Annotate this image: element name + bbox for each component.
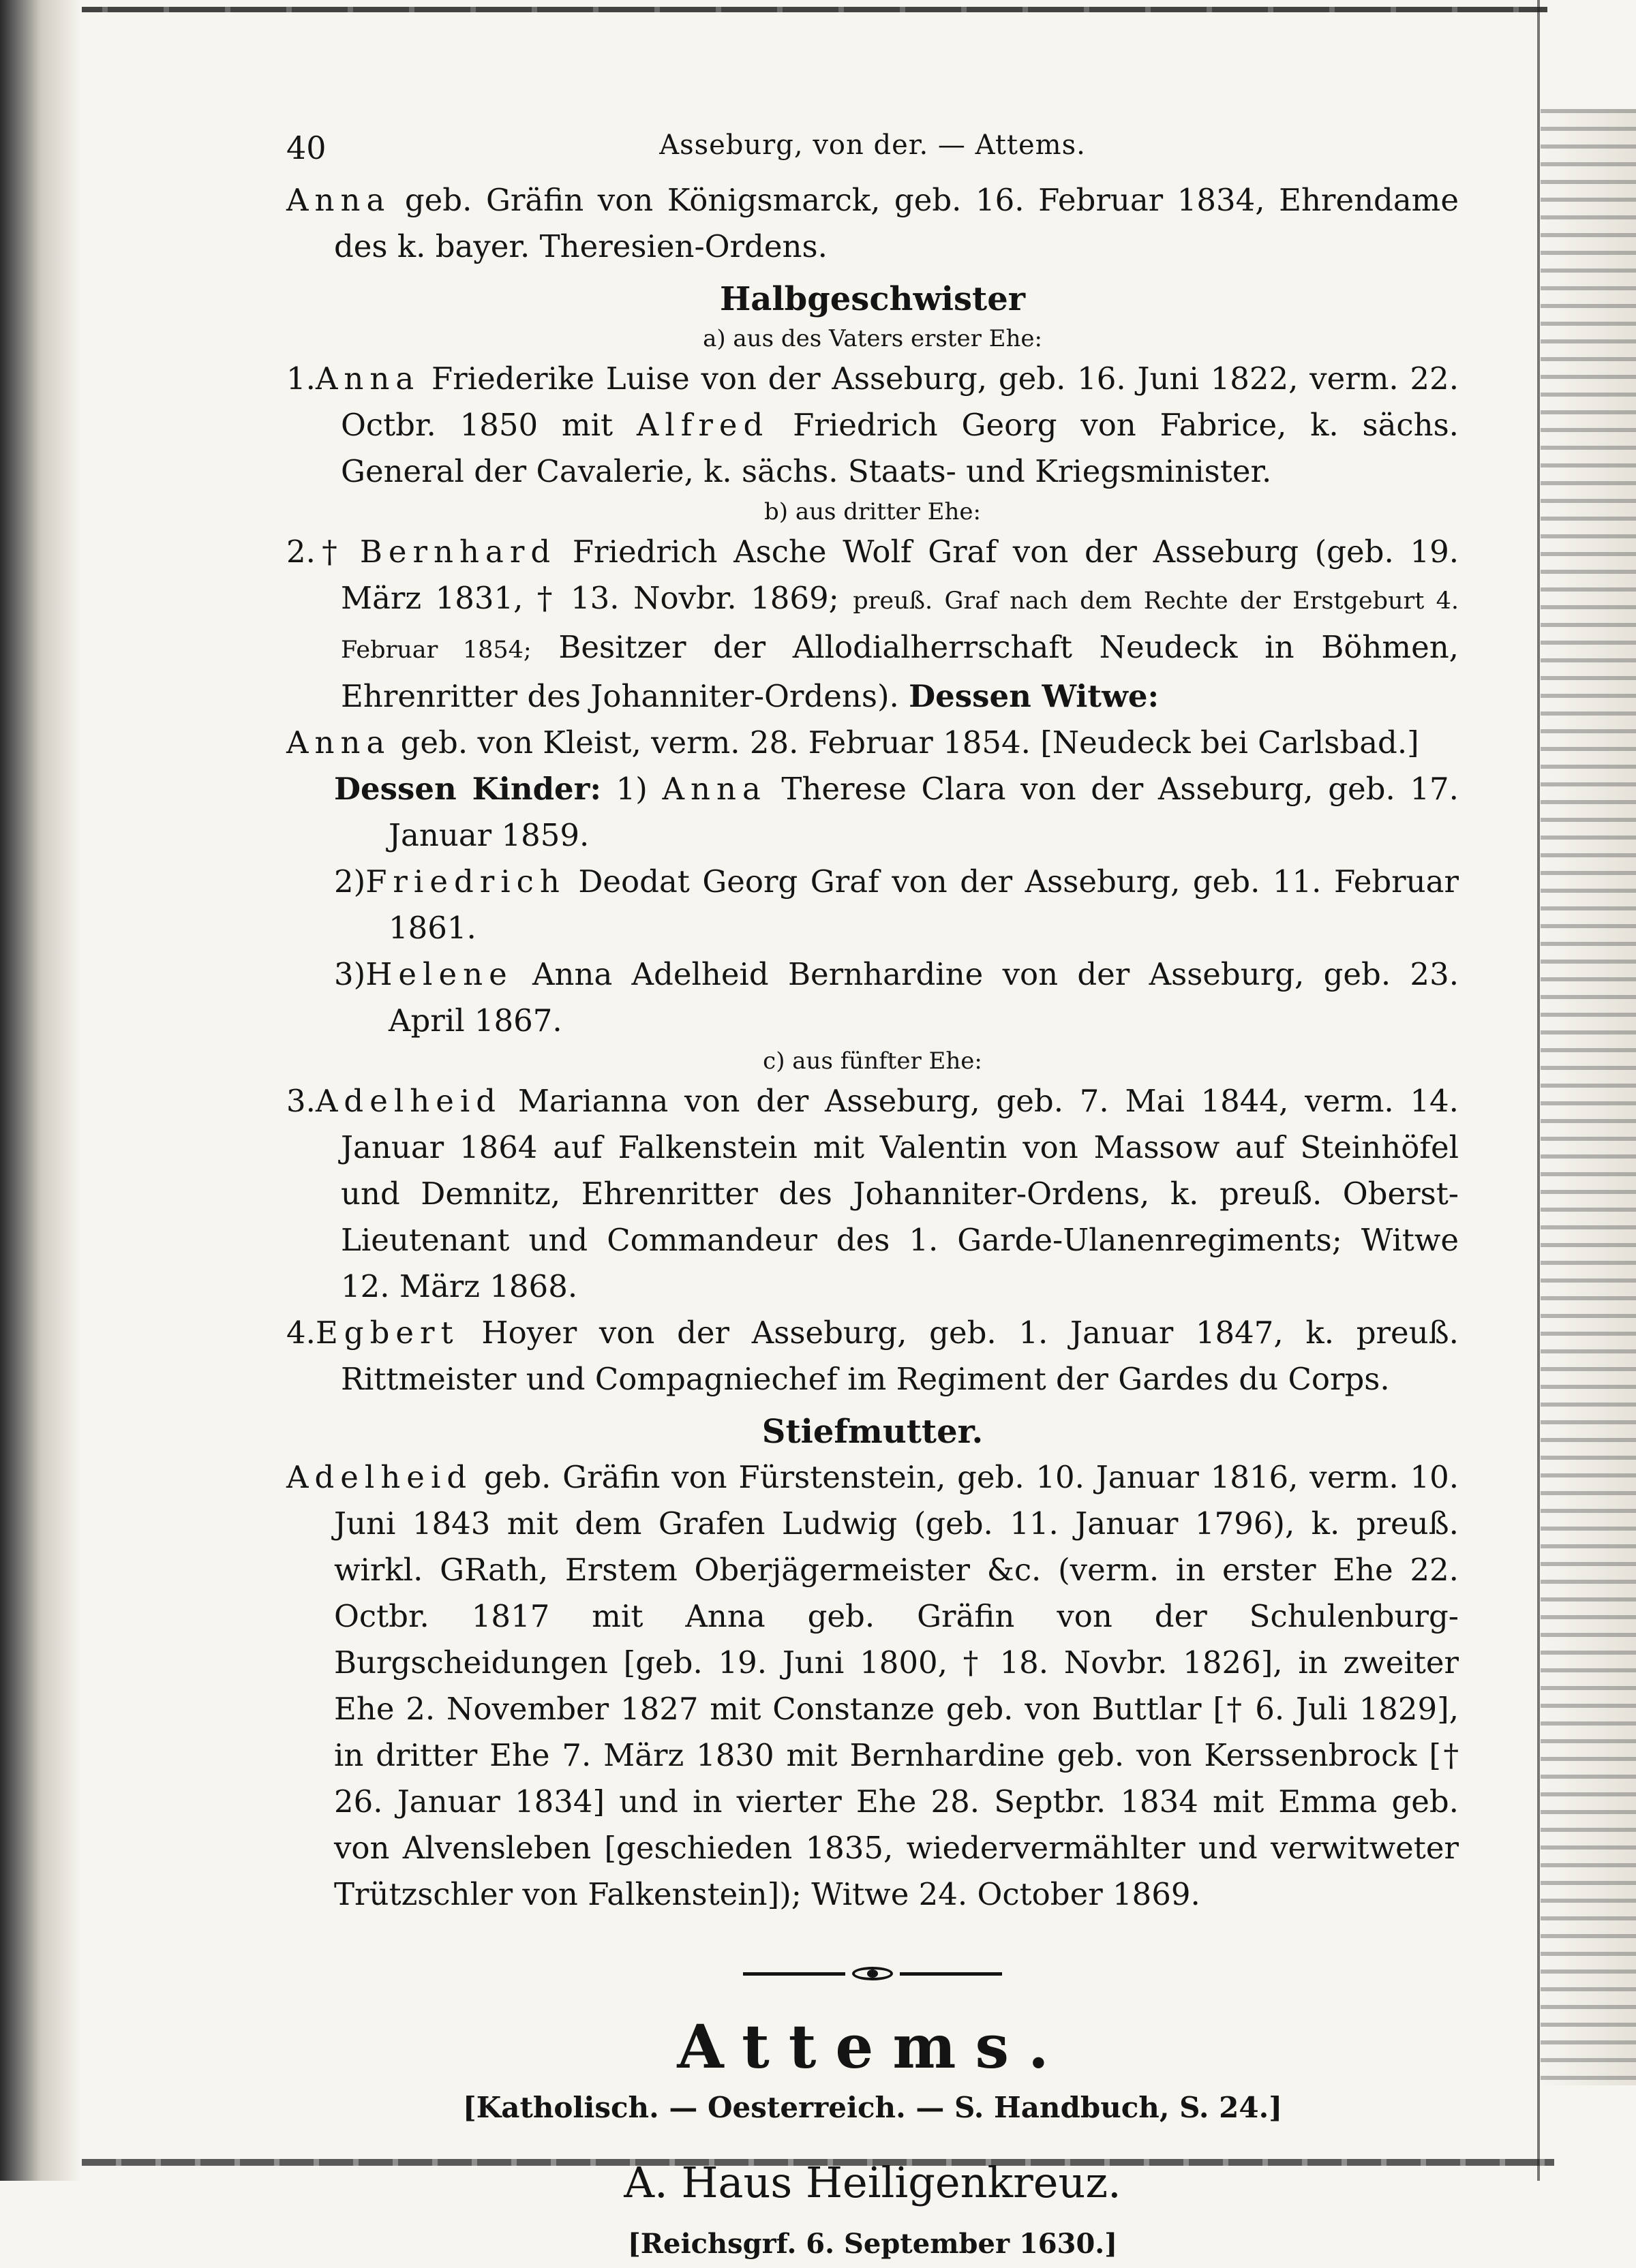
widow-label: Dessen Witwe: — [909, 678, 1160, 714]
sibling-name: Bernhard — [359, 534, 557, 570]
page-content — [286, 123, 1459, 2268]
ornament-divider — [743, 1965, 1002, 1982]
sibling-entry-3 — [286, 1078, 1459, 1310]
page-number: 40 — [286, 129, 327, 166]
house-title: A. Haus Heiligenkreuz. — [624, 2158, 1121, 2207]
widow-entry — [286, 720, 1459, 766]
entry-number: 3. — [286, 1083, 316, 1119]
child-number: 1) — [601, 771, 648, 807]
sibling-name: Anna — [315, 361, 421, 397]
sibling-name: Adelheid — [315, 1083, 502, 1119]
subhead-a: a) aus des Vaters erster Ehe: — [703, 325, 1042, 352]
intro-name: Anna — [286, 182, 391, 218]
children-label: Dessen Kinder: — [334, 771, 602, 807]
child-text: Anna Adelheid Bernhardine von der Asseburg, geb. 23. April 1867. — [389, 956, 1459, 1039]
page-edge-line — [1537, 0, 1540, 2181]
page-header — [286, 123, 1459, 177]
entry-number: 2. — [286, 534, 316, 570]
entry-number: 4. — [286, 1315, 316, 1351]
family-title: Attems. — [677, 2011, 1068, 2082]
family-religion: [Katholisch. — Oesterreich. — S. Handbuch, S. 24.] — [462, 2091, 1283, 2124]
child-text: Deodat Georg Graf von der Asseburg, geb. 11. Februar 1861. — [389, 863, 1459, 946]
scan-left-edge — [0, 0, 82, 2181]
adjacent-page-strip — [1541, 109, 1636, 2085]
child-number: 2) — [334, 863, 366, 900]
spouse-name: Alfred — [636, 407, 770, 443]
sibling-text: Friederike Luise von der Asseburg, geb. 16. Juni 1822, verm. 22. Octbr. 1850 mit — [341, 361, 1459, 443]
child-entry-1 — [286, 766, 1459, 859]
subhead-b: b) aus dritter Ehe: — [764, 498, 981, 525]
scan-top-edge — [82, 7, 1547, 12]
widow-text: geb. von Kleist, verm. 28. Februar 1854. [Neudeck bei Carlsbad.] — [391, 724, 1419, 761]
child-name: Helene — [365, 956, 513, 992]
intro-text: geb. Gräfin von Königsmarck, geb. 16. Februar 1834, Ehrendame des k. bayer. Theresien-Ordens. — [334, 182, 1459, 264]
sibling-text: Friedrich Asche Wolf Graf von der Asseburg (geb. 19. März 1831, † 13. Novbr. 1869; — [341, 534, 1459, 616]
stiefmutter-text: geb. Gräfin von Fürstenstein, geb. 10. Januar 1816, verm. 10. Juni 1843 mit dem Grafen Ludwig (geb. 11. Januar 1796), k. preuß. wirkl. GRath, Erstem Oberjägermeister &c. (verm. in erster Ehe 22. Octbr. 1817 mit Anna geb. Gräfin von der Schulenburg-Burgscheidungen [geb. 19. Juni 1800, † 18. Novbr. 1826], in zweiter Ehe 2. November 1827 mit Constanze geb. von Buttlar [† 6. Juli 1829], in dritter Ehe 7. März 1830 mit Bernhardine geb. von Kerssenbrock [† 26. Januar 1834] und in vierter Ehe 28. Septbr. 1834 mit Emma geb. von Alvensleben [geschieden 1835, wiedervermählter und verwitweter Trützschler von Falkenstein]); Witwe 24. October 1869. — [334, 1459, 1459, 1912]
child-name: Friedrich — [365, 863, 566, 900]
entry-number: 1. — [286, 361, 316, 397]
sibling-name: Egbert — [315, 1315, 459, 1351]
sibling-text: Hoyer von der Asseburg, geb. 1. Januar 1847, k. preuß. Rittmeister und Compagniechef im Regiment der Gardes du Corps. — [341, 1315, 1459, 1397]
child-entry-3 — [286, 951, 1459, 1044]
sibling-entry-4 — [286, 1310, 1459, 1403]
child-number: 3) — [334, 956, 366, 992]
subhead-c: c) aus fünfter Ehe: — [763, 1047, 982, 1075]
child-name: Anna — [662, 771, 767, 807]
running-head: Asseburg, von der. — Attems. — [659, 129, 1086, 161]
sibling-text-2: Friedrich Georg von Fabrice, k. sächs. General der Cavalerie, k. sächs. Staats- und Kriegsminister. — [341, 407, 1459, 489]
sibling-text: Marianna von der Asseburg, geb. 7. Mai 1844, verm. 14. Januar 1864 auf Falkenstein mit Valentin von Massow auf Steinhöfel und Demnitz, Ehrenritter des Johanniter-Ordens, k. preuß. Oberst-Lieutenant und Commandeur des 1. Garde-Ulanenregiments; Witwe 12. März 1868. — [341, 1083, 1459, 1304]
dagger-mark: † — [315, 534, 360, 570]
section-title-stiefmutter: Stiefmutter. — [761, 1413, 984, 1451]
stiefmutter-name: Adelheid — [286, 1459, 473, 1495]
stiefmutter-entry — [286, 1454, 1459, 1918]
intro-entry — [286, 177, 1459, 270]
sibling-text-2: Besitzer der Allodialherrschaft Neudeck in Böhmen, Ehrenritter des Johanniter-Ordens). — [341, 629, 1459, 714]
child-text: Therese Clara von der Asseburg, geb. 17. Januar 1859. — [389, 771, 1459, 853]
sibling-entry-1 — [286, 356, 1459, 495]
child-entry-2 — [286, 859, 1459, 951]
sibling-small-text: preuß. Graf nach dem Rechte der Erstgeburt 4. Februar 1854; — [341, 587, 1459, 664]
section-title-halbgeschwister: Halbgeschwister — [719, 280, 1026, 318]
widow-name: Anna — [286, 724, 391, 761]
sibling-entry-2 — [286, 529, 1459, 720]
house-rank: [Reichsgrf. 6. September 1630.] — [627, 2228, 1118, 2260]
